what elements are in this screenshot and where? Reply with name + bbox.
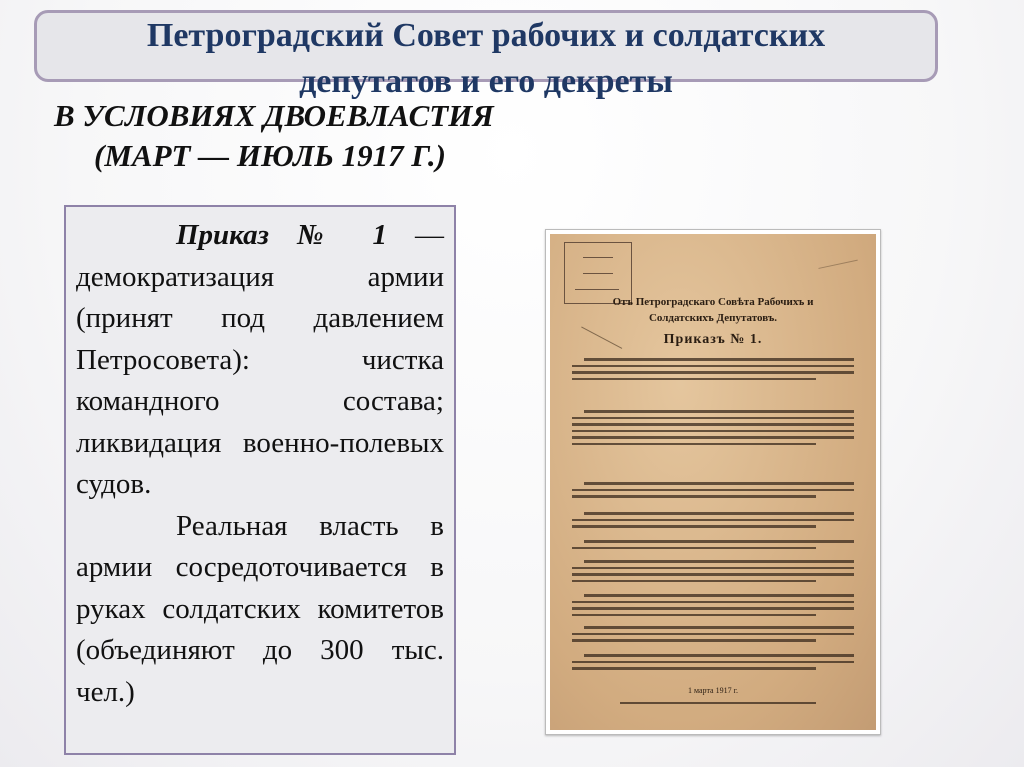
title-banner <box>34 10 938 100</box>
title-line-1: Петроградский Совет рабочих и солдатских <box>146 17 826 54</box>
document-text-line <box>572 430 854 433</box>
description-text-box <box>64 205 456 755</box>
document-text-line <box>584 358 854 361</box>
document-header-1: Отъ Петроградскаго Совѣта Рабочихъ и <box>612 296 814 308</box>
document-text-line <box>584 410 854 413</box>
document-order-heading: Приказъ № 1. <box>663 332 763 347</box>
document-text-line <box>572 365 854 368</box>
document-text-line <box>572 661 854 664</box>
order-title: Приказ № 1 <box>176 219 387 251</box>
document-signature-line <box>620 702 816 704</box>
document-text-line <box>572 580 816 583</box>
document-paper <box>550 234 876 730</box>
document-text-line <box>584 482 854 485</box>
document-text-line <box>572 436 854 439</box>
document-text-line <box>572 567 854 570</box>
stamp-box <box>564 242 632 304</box>
document-text-line <box>572 371 854 374</box>
document-text-line <box>584 512 854 515</box>
document-date: 1 марта 1917 г. <box>688 686 738 695</box>
historical-document-image <box>545 229 881 735</box>
document-header-2: Солдатскихъ Депутатовъ. <box>648 312 778 324</box>
order-description-text: — демократизация армии (принят под давлением Петросовета): чистка командного состава; ликвидация военно-полевых судов. <box>76 219 444 500</box>
document-text-line <box>572 601 854 604</box>
slide-title <box>37 13 935 105</box>
document-text-line <box>572 607 854 610</box>
subtitle-line-1: В УСЛОВИЯХ ДВОЕВЛАСТИЯ <box>54 98 494 133</box>
document-text-line <box>572 489 854 492</box>
title-line-2: депутатов и его декреты <box>299 63 673 100</box>
subtitle-line-2: (МАРТ — ИЮЛЬ 1917 Г.) <box>94 138 446 173</box>
document-text-line <box>584 560 854 563</box>
document-text-line <box>572 519 854 522</box>
document-text-line <box>584 654 854 657</box>
army-power-paragraph: Реальная власть в армии сосредоточивается в руках солдатских комитетов (объединяют до 300 тыс. чел.) <box>76 509 444 708</box>
order-description <box>76 215 444 506</box>
document-text-line <box>572 423 854 426</box>
document-text-line <box>572 614 816 617</box>
document-text-line <box>572 573 854 576</box>
document-text-line <box>572 547 816 550</box>
document-text-line <box>572 639 816 642</box>
document-text-line <box>584 626 854 629</box>
document-text-line <box>572 495 816 498</box>
document-text-line <box>584 594 854 597</box>
document-text-line <box>572 378 816 381</box>
document-text-line <box>572 417 854 420</box>
slide-subtitle <box>54 96 554 176</box>
document-text-line <box>572 525 816 528</box>
document-text-line <box>584 540 854 543</box>
document-text-line <box>572 667 816 670</box>
document-text-line <box>572 633 854 636</box>
handwritten-mark <box>814 240 857 269</box>
document-text-line <box>572 443 816 446</box>
